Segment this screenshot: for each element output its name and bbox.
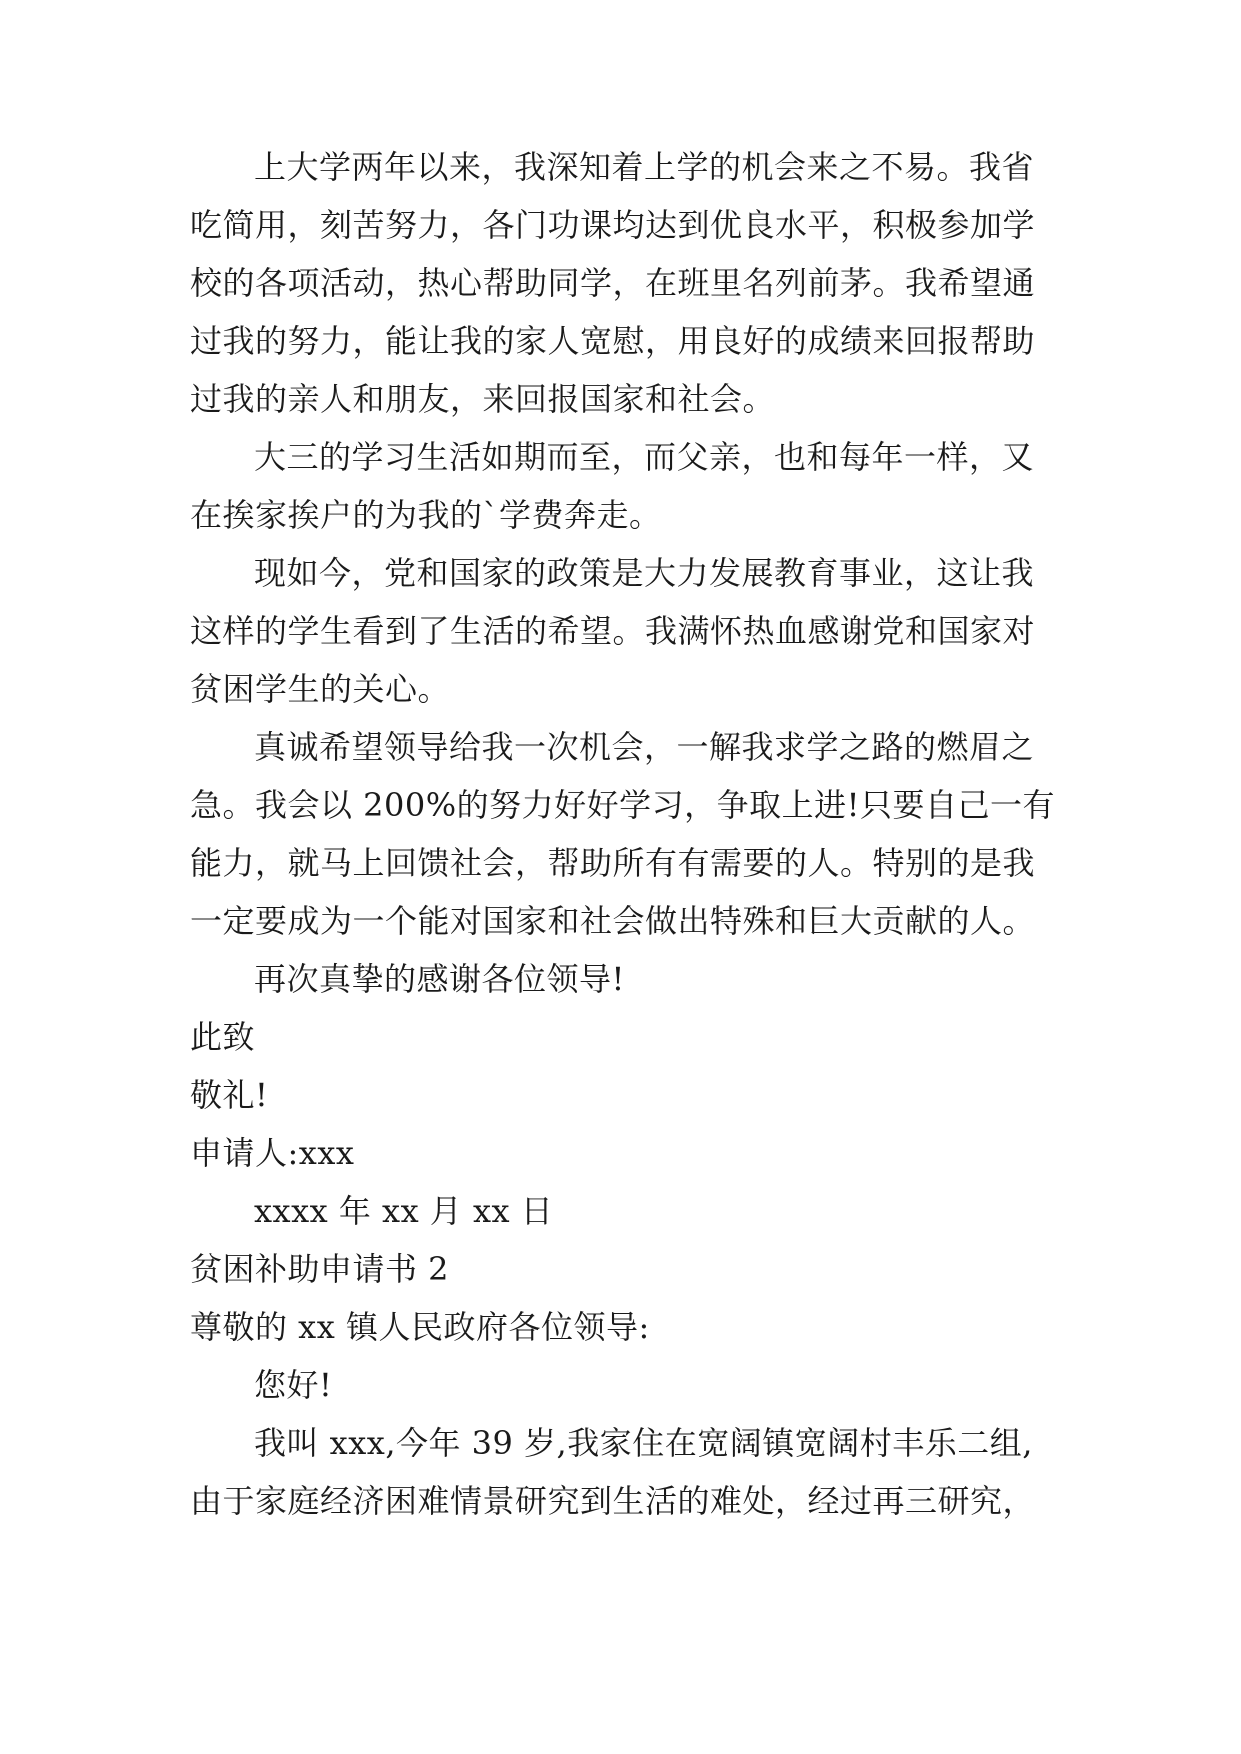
paragraph-line: 吃简用，刻苦努力，各门功课均达到优良水平，积极参加学 xyxy=(190,206,1036,244)
paragraph-line: 现如今，党和国家的政策是大力发展教育事业，这让我 xyxy=(254,554,1035,592)
applicant-line: 申请人:xxx xyxy=(190,1134,355,1172)
paragraph-line: 再次真挚的感谢各位领导! xyxy=(254,960,625,998)
paragraph-line: 急。我会以 200%的努力好好学习，争取上进!只要自己一有 xyxy=(190,786,1056,824)
greeting-line: 您好! xyxy=(254,1366,333,1404)
paragraph-line: 真诚希望领导给我一次机会，一解我求学之路的燃眉之 xyxy=(254,728,1035,766)
paragraph-line: 一定要成为一个能对国家和社会做出特殊和巨大贡献的人。 xyxy=(190,902,1036,940)
paragraph-line: 过我的亲人和朋友，来回报国家和社会。 xyxy=(190,380,776,418)
paragraph-line: 这样的学生看到了生活的希望。我满怀热血感谢党和国家对 xyxy=(190,612,1036,650)
closing-line: 敬礼! xyxy=(190,1076,269,1114)
paragraph-line: 在挨家挨户的为我的`学费奔走。 xyxy=(190,496,662,534)
salutation-line: 尊敬的 xx 镇人民政府各位领导: xyxy=(190,1308,650,1346)
section-title: 贫困补助申请书 2 xyxy=(190,1250,450,1288)
paragraph-line: 过我的努力，能让我的家人宽慰，用良好的成绩来回报帮助 xyxy=(190,322,1036,360)
paragraph-line: 我叫 xxx,今年 39 岁,我家住在宽阔镇宽阔村丰乐二组, xyxy=(254,1424,1033,1462)
paragraph-line: 贫困学生的关心。 xyxy=(190,670,451,708)
paragraph-line: 校的各项活动，热心帮助同学，在班里名列前茅。我希望通 xyxy=(190,264,1036,302)
date-line: xxxx 年 xx 月 xx 日 xyxy=(254,1192,554,1230)
paragraph-line: 大三的学习生活如期而至，而父亲，也和每年一样，又 xyxy=(254,438,1035,476)
closing-line: 此致 xyxy=(190,1018,256,1056)
paragraph-line: 上大学两年以来，我深知着上学的机会来之不易。我省 xyxy=(254,148,1035,186)
paragraph-line: 由于家庭经济困难情景研究到生活的难处，经过再三研究， xyxy=(190,1482,1036,1520)
paragraph-line: 能力，就马上回馈社会，帮助所有有需要的人。特别的是我 xyxy=(190,844,1036,882)
